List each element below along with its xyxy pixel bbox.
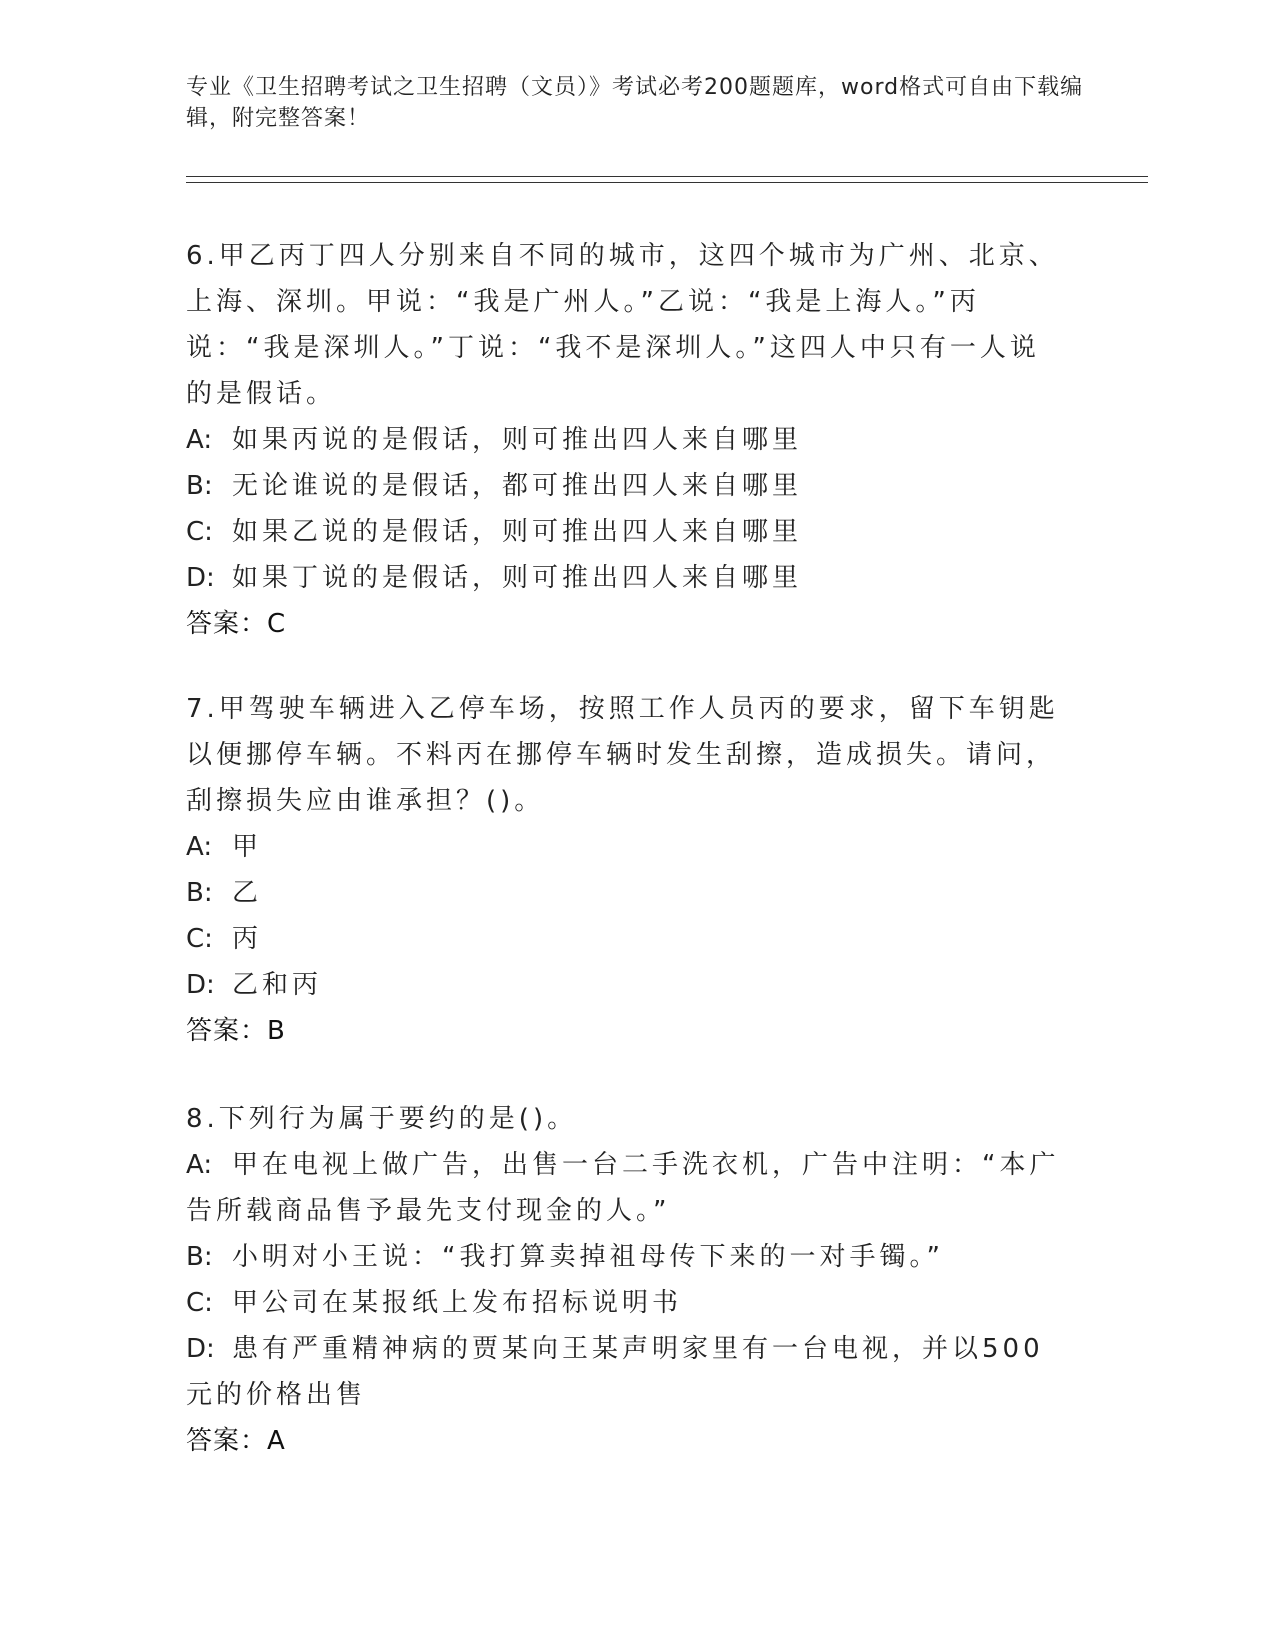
option-letter: C: — [186, 517, 213, 547]
option-text: 如果乙说的是假话，则可推出四人来自哪里 — [232, 517, 803, 547]
option-letter: B: — [186, 1242, 213, 1272]
option-text: 如果丁说的是假话，则可推出四人来自哪里 — [232, 563, 803, 593]
option-c — [186, 1280, 1066, 1326]
question-stem: 7.甲驾驶车辆进入乙停车场，按照工作人员丙的要求，留下车钥匙以便挪停车辆。不料丙在挪停车辆时发生刮擦，造成损失。请问，刮擦损失应由谁承担？()。 — [186, 694, 1059, 816]
option-d — [186, 1326, 1066, 1418]
question-7 — [186, 686, 1066, 1054]
option-text: 乙和丙 — [232, 970, 323, 1000]
question-stem: 6.甲乙丙丁四人分别来自不同的城市，这四个城市为广州、北京、上海、深圳。甲说：“我是广州人。”乙说：“我是上海人。”丙说：“我是深圳人。”丁说：“我不是深圳人。”这四人中只有一人说的是假话。 — [186, 241, 1059, 409]
option-text: 无论谁说的是假话，都可推出四人来自哪里 — [232, 471, 803, 501]
option-text: 如果丙说的是假话，则可推出四人来自哪里 — [232, 425, 803, 455]
answer-line: 答案：B — [186, 1016, 286, 1046]
option-letter: B: — [186, 878, 213, 908]
option-b — [186, 870, 1066, 916]
option-text: 甲公司在某报纸上发布招标说明书 — [232, 1288, 683, 1318]
option-a — [186, 1142, 1066, 1234]
option-c — [186, 916, 1066, 962]
option-letter: C: — [186, 924, 213, 954]
option-b — [186, 1234, 1066, 1280]
header-divider-top — [186, 176, 1148, 177]
answer-line: 答案：C — [186, 609, 287, 639]
option-text: 甲在电视上做广告，出售一台二手洗衣机，广告中注明：“本广告所载商品售予最先支付现金的人。” — [186, 1150, 1060, 1226]
option-letter: A: — [186, 832, 213, 862]
option-text: 患有严重精神病的贾某向王某声明家里有一台电视，并以500元的价格出售 — [186, 1334, 1044, 1410]
option-letter: D: — [186, 563, 215, 593]
option-text: 丙 — [232, 924, 263, 954]
question-stem: 8.下列行为属于要约的是()。 — [186, 1104, 578, 1134]
option-text: 乙 — [232, 878, 263, 908]
option-letter: C: — [186, 1288, 213, 1318]
option-text: 小明对小王说：“我打算卖掉祖母传下来的一对手镯。” — [232, 1242, 944, 1272]
option-text: 甲 — [232, 832, 263, 862]
answer-line: 答案：A — [186, 1426, 286, 1456]
document-header: 专业《卫生招聘考试之卫生招聘（文员）》考试必考200题题库，word格式可自由下载编辑，附完整答案！ — [186, 75, 1084, 131]
option-letter: A: — [186, 425, 213, 455]
question-8 — [186, 1096, 1066, 1464]
option-a — [186, 824, 1066, 870]
option-letter: B: — [186, 471, 213, 501]
header-divider-bottom — [186, 182, 1148, 183]
option-a — [186, 417, 1066, 463]
question-6 — [186, 233, 1066, 647]
option-letter: D: — [186, 970, 215, 1000]
option-c — [186, 509, 1066, 555]
option-b — [186, 463, 1066, 509]
option-d — [186, 555, 1066, 601]
option-d — [186, 962, 1066, 1008]
option-letter: A: — [186, 1150, 213, 1180]
option-letter: D: — [186, 1334, 215, 1364]
